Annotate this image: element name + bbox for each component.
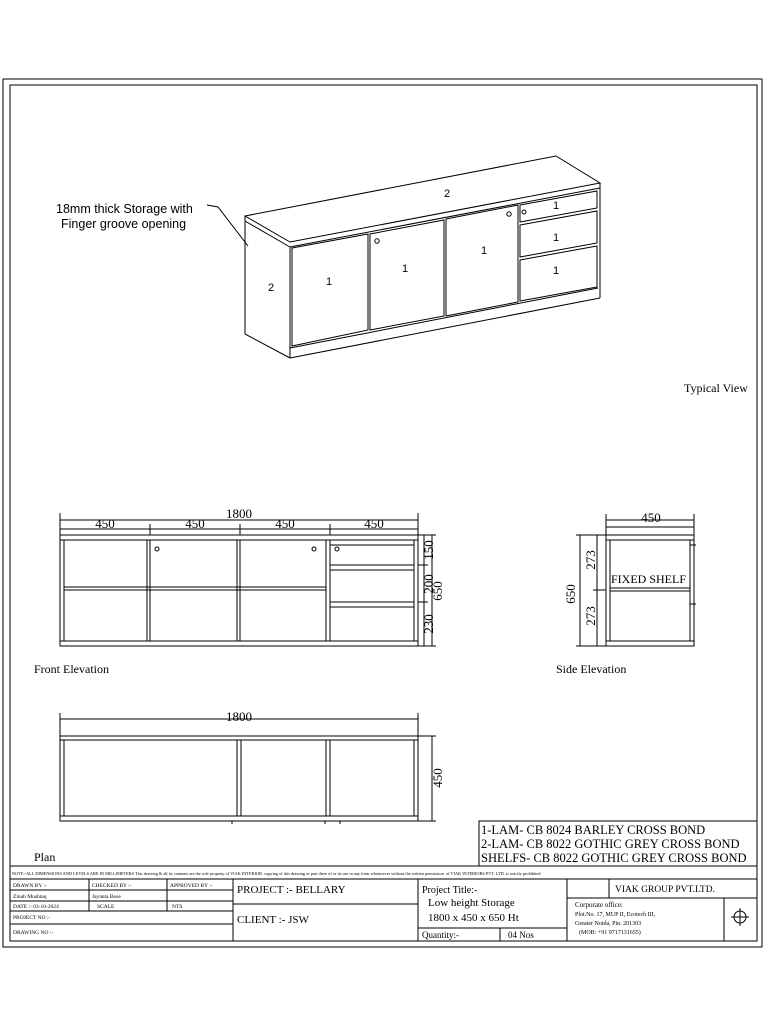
side-section-height-1: 273 — [583, 550, 598, 570]
side-section-height-2: 273 — [583, 606, 598, 626]
quantity-value: 04 Nos — [508, 930, 534, 940]
project-title-label: Project Title:- — [422, 885, 478, 896]
tag-door-1: 1 — [326, 276, 333, 288]
material-line-2: 2-LAM- CB 8022 GOTHIC GREY CROSS BOND — [481, 837, 740, 851]
tag-drawer-1: 1 — [553, 200, 560, 212]
callout-line-1: 18mm thick Storage with — [56, 202, 193, 216]
date-label: DATE :- 03-10-2024 — [13, 904, 59, 910]
side-elevation-title: Side Elevation — [556, 662, 627, 676]
front-module-width-1: 450 — [95, 516, 115, 531]
scale-label: SCALE — [97, 904, 115, 910]
quantity-label: Quantity:- — [422, 930, 459, 940]
material-line-1: 1-LAM- CB 8024 BARLEY CROSS BOND — [481, 823, 706, 837]
plan-title: Plan — [34, 850, 56, 864]
project-name: PROJECT :- BELLARY — [237, 884, 346, 896]
drawing-no-label: DRAWING NO :- — [13, 930, 54, 936]
tag-door-3: 1 — [481, 245, 488, 257]
project-title: Low height Storage — [428, 897, 515, 909]
front-module-width-2: 450 — [185, 516, 205, 531]
tag-drawer-3: 1 — [553, 265, 560, 277]
company-name: VIAK GROUP PVT.LTD. — [615, 885, 715, 895]
project-size: 1800 x 450 x 650 Ht — [428, 912, 519, 924]
front-drawer-height-3: 230 — [421, 614, 436, 634]
material-line-3: SHELFS- CB 8022 GOTHIC GREY CROSS BOND — [481, 851, 747, 865]
tag-top: 2 — [444, 188, 451, 200]
front-module-width-3: 450 — [275, 516, 295, 531]
office-label: Corporate office: — [575, 901, 623, 909]
drawn-by-label: DRAWN BY :- — [13, 883, 47, 889]
front-elevation-title: Front Elevation — [34, 662, 109, 676]
tag-drawer-2: 1 — [553, 232, 560, 244]
scale-value: NTS — [172, 904, 183, 910]
office-line-3: (MOB: +91 9717131655) — [579, 930, 641, 936]
checked-by-value: Jayanta Bose — [92, 894, 121, 900]
legal-note: NOTE:-ALL DIMENSIONS AND LEVELS ARE IN MILLIMETERS This drawing & all its contents are the sole property of VIAK INTERIOR. copying of this drawing or part there of or its use in any form whatsoever without the written permission. of VIAK INTERIORS PVT. LTD. is strictly prohibited — [12, 871, 541, 876]
callout-line-2: Finger groove opening — [61, 217, 187, 231]
plan-depth: 450 — [430, 768, 445, 788]
project-no-label: PROJECT NO :- — [13, 915, 51, 921]
drawn-by-value: Zinab Mushtaq — [13, 894, 47, 900]
client-name: CLIENT :- JSW — [237, 914, 309, 926]
office-line-1: Plot.No. 17, MUP II, Ecotech III, — [575, 912, 656, 918]
fixed-shelf-label: FIXED SHELF — [611, 572, 687, 586]
front-drawer-height-2: 200 — [421, 574, 436, 594]
tag-side: 2 — [268, 282, 275, 294]
side-height: 650 — [563, 584, 578, 604]
front-drawer-height-1: 150 — [421, 540, 436, 560]
front-module-width-4: 450 — [364, 516, 384, 531]
checked-by-label: CHECKED BY :- — [92, 883, 132, 889]
plan-width: 1800 — [226, 709, 252, 724]
front-overall-width: 1800 — [226, 506, 252, 521]
approved-by-label: APPROVED BY :- — [170, 883, 213, 889]
side-depth: 450 — [641, 510, 661, 525]
office-line-2: Greater Noida, Pin. 201303 — [575, 921, 642, 927]
tag-door-2: 1 — [402, 263, 409, 275]
front-overall-height: 650 — [430, 581, 445, 601]
typical-view-title: Typical View — [684, 381, 748, 395]
